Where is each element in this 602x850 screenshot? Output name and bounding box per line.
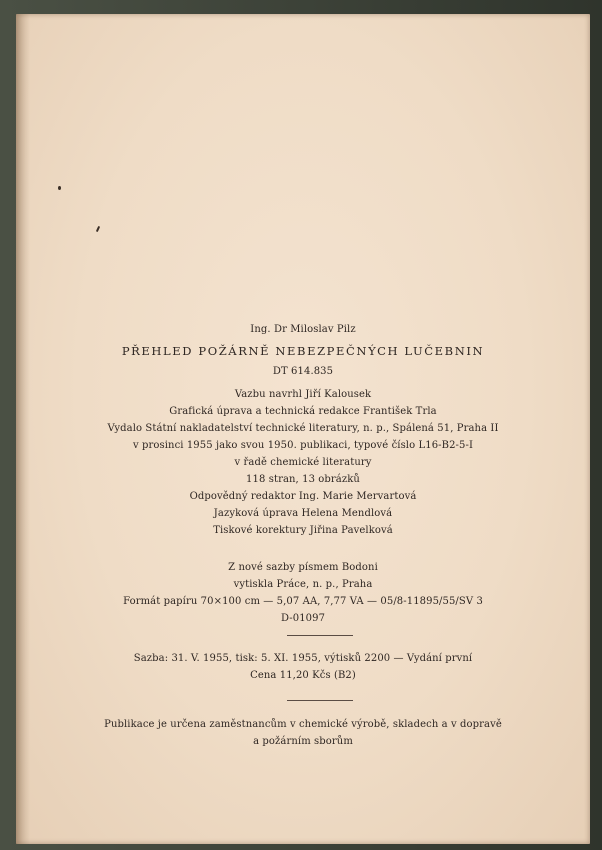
credit-line: Jazyková úprava Helena Mendlová	[213, 508, 393, 519]
dates-line: Sazba: 31. V. 1955, tisk: 5. XI. 1955, výtisků 2200 — Vydání první	[133, 653, 473, 664]
printing-line: Formát papíru 70×100 cm — 5,07 AA, 7,77 VA — 05/8-11895/55/SV 3	[123, 596, 483, 607]
ink-dot-mark	[58, 186, 61, 190]
dt-code: DT 614.835	[272, 366, 334, 377]
book-title: PŘEHLED POŽÁRNĚ NEBEZPEČNÝCH LUČEBNIN	[121, 344, 485, 358]
credit-line: v řadě chemické literatury	[234, 457, 372, 468]
price-line: Cena 11,20 Kčs (B2)	[250, 670, 356, 681]
credit-line: v prosinci 1955 jako svou 1950. publikaci, typové číslo L16-B2-5-I	[132, 440, 474, 451]
credit-line: Odpovědný redaktor Ing. Marie Mervartová	[189, 491, 417, 502]
audience-line: Publikace je určena zaměstnancům v chemické výrobě, skladech a v dopravě	[104, 719, 502, 730]
audience-line: a požárním sborům	[253, 736, 353, 747]
printing-line: Z nové sazby písmem Bodoni	[228, 562, 378, 573]
printing-line: D-01097	[280, 613, 326, 624]
credit-line: 118 stran, 13 obrázků	[246, 474, 360, 485]
credit-line: Vazbu navrhl Jiří Kalousek	[234, 389, 372, 400]
divider-rule	[287, 700, 353, 701]
divider-rule	[287, 635, 353, 636]
credit-line: Vydalo Státní nakladatelství technické literatury, n. p., Spálená 51, Praha II	[107, 423, 499, 434]
printing-line: vytiskla Práce, n. p., Praha	[233, 579, 373, 590]
credit-line: Grafická úprava a technická redakce František Trla	[169, 406, 437, 417]
author-line: Ing. Dr Miloslav Pilz	[250, 324, 356, 335]
credit-line: Tiskové korektury Jiřina Pavelková	[213, 525, 393, 536]
